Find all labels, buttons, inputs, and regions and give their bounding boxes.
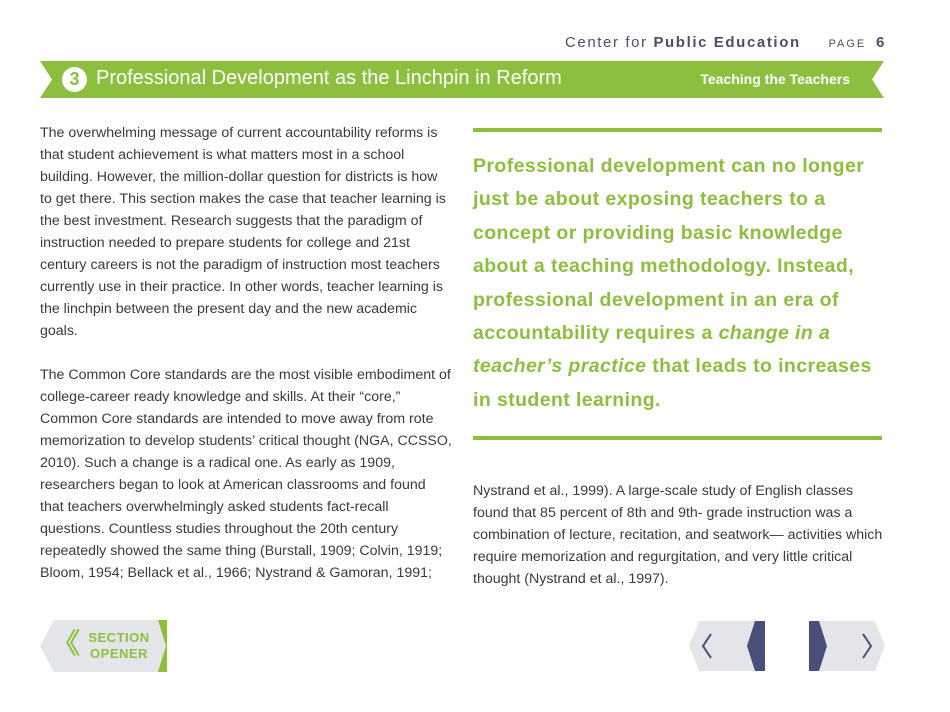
body-right-column [473, 480, 885, 590]
chevron-right-icon [809, 621, 885, 671]
body-paragraph: The Common Core standards are the most visible embodiment of college-career ready knowledge and skills. At their “core,” Common Core standards are intended to move away from rote memorization to develop students’ critical thought (NGA, CCSSO, 2010). Such a change is a radical one. As early as 1909, researchers began to look at American classrooms and found that teachers overwhelmingly asked students fact-recall questions. Countless studies throughout the 20th century repeatedly showed the same thing (Burstall, 1909; Colvin, 1919; Bloom, 1954; Bellack et al., 1966; Nystrand & Gamoran, 1991; [40, 367, 452, 581]
section-opener-label [79, 630, 159, 662]
pull-quote [473, 128, 882, 440]
next-page-button[interactable] [809, 621, 885, 671]
body-left-column [40, 122, 452, 606]
org-name: Public Education [653, 34, 801, 51]
body-paragraph: The overwhelming message of current accountability reforms is that student achievement is what matters most in a school building. However, the million-dollar question for districts is how to get there. This section makes the case that teacher learning is the best investment. Research suggests that the paradigm of instruction needed to prepare students for college and 21st century careers is not the paradigm of instruction most teachers currently use in their practice. In other words, teacher learning is the linchpin between the present day and the new academic goals. [40, 125, 446, 339]
pull-quote-text [473, 150, 882, 417]
section-banner [40, 61, 884, 98]
double-chevron-left-icon: 《 [52, 628, 81, 659]
quote-top-rule [473, 128, 882, 132]
section-opener-line2: OPENER [90, 646, 148, 661]
chevron-left-icon [689, 621, 765, 671]
page-header [565, 34, 886, 51]
section-opener-line1: SECTION [88, 630, 150, 645]
page-label: PAGE [828, 38, 867, 50]
section-title: Professional Development as the Linchpin in Reform [96, 67, 562, 89]
quote-emphasis: change in a teacher’s practice [473, 322, 831, 378]
section-opener-button[interactable] [40, 620, 168, 672]
quote-part-2: that leads to increases in student learning. [473, 355, 872, 411]
quote-part-1: Professional development can no longer just be about exposing teachers to a concept or providing basic knowledge about a teaching methodology. Instead, professional development in an era of accountability requires a [473, 155, 865, 345]
org-prefix: Center for [564, 34, 648, 51]
section-subtitle: Teaching the Teachers [700, 71, 850, 87]
quote-bottom-rule [473, 436, 882, 440]
previous-page-button[interactable] [689, 621, 765, 671]
body-paragraph: Nystrand et al., 1999). A large-scale study of English classes found that 85 percent of 8th and 9th- grade instruction was a combination of lecture, recitation, and seatwork— activities which require memorization and regurgitation, and very little critical thought (Nystrand et al., 1997). [473, 483, 883, 587]
section-number-badge: 3 [62, 67, 87, 92]
page-number: 6 [876, 34, 886, 51]
